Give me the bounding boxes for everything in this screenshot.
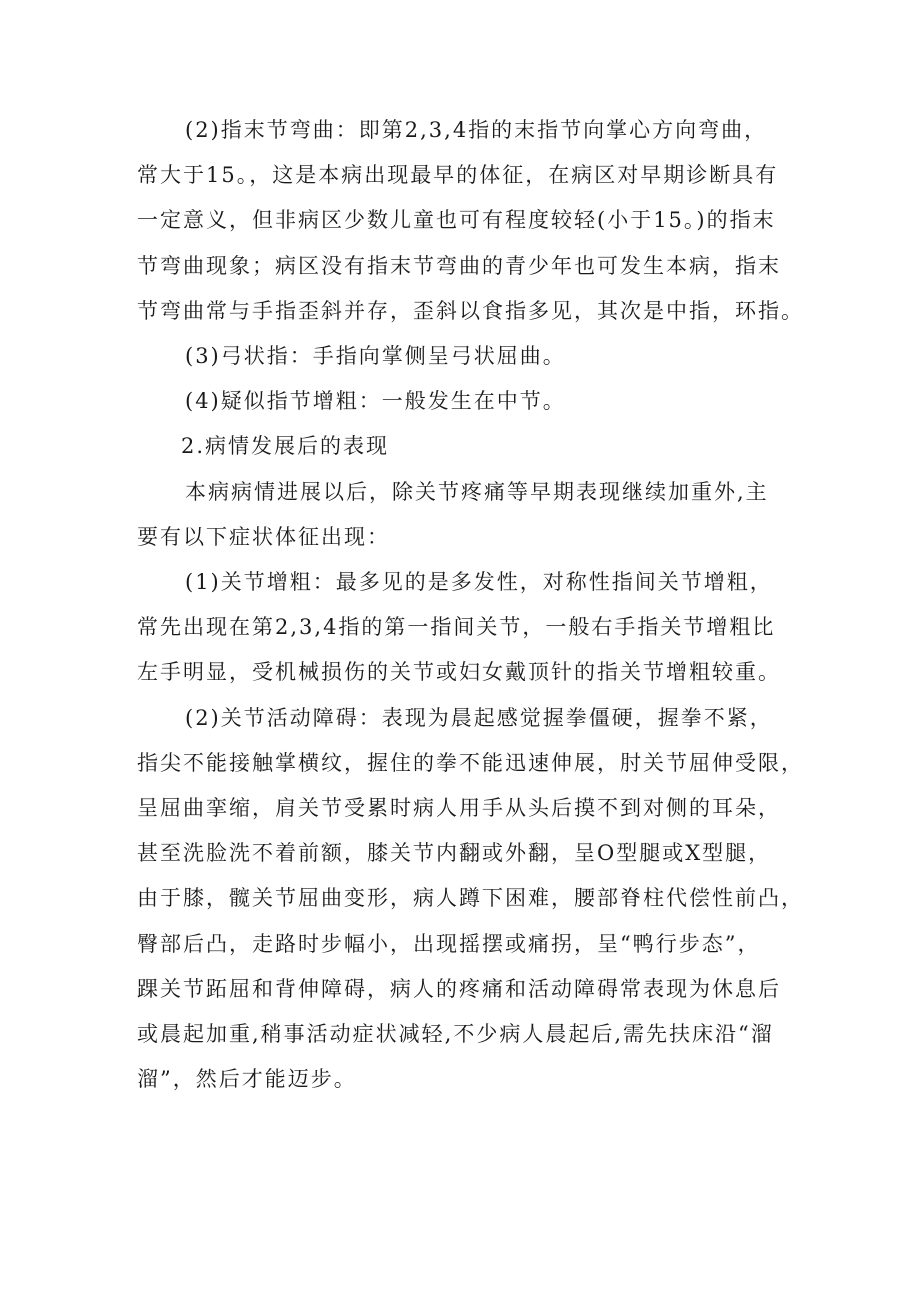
text-line: 由于膝，髋关节屈曲变形，病人蹲下困难，腰部脊柱代偿性前凸， (137, 886, 804, 911)
text-line: 本病病情进展以后，除关节疼痛等早期表现继续加重外,主 (185, 479, 769, 504)
text-line: 一定意义，但非病区少数儿童也可有程度较轻(小于15。)的指末 (137, 208, 776, 233)
paragraph-progression-intro (137, 470, 807, 560)
text-line: (1)关节增粗：最多见的是多发性，对称性指间关节增粗， (185, 570, 773, 595)
text-line: 节弯曲现象；病区没有指末节弯曲的青少年也可发生本病，指末 (137, 253, 781, 278)
text-line: 要有以下症状体征出现： (137, 524, 390, 549)
text-line: (4)疑似指节增粗：一般发生在中节。 (185, 389, 566, 414)
text-line: 溜”，然后才能迈步。 (137, 1067, 357, 1092)
text-line: 或晨起加重,稍事活动症状减轻,不少病人晨起后,需先扶床沿“溜 (137, 1022, 774, 1047)
paragraph-terminal-phalanx-flexion (137, 108, 807, 334)
section-heading-text: 2.病情发展后的表现 (181, 434, 390, 459)
section-heading (137, 424, 807, 469)
text-line: 臀部后凸，走路时步幅小，出现摇摆或痛拐，呈“鸭行步态”， (137, 931, 761, 956)
text-line: (3)弓状指：手指向掌侧呈弓状屈曲。 (185, 344, 566, 369)
text-line: (2)关节活动障碍：表现为晨起感觉握拳僵硬，握拳不紧， (185, 705, 773, 730)
text-line: 踝关节跖屈和背伸障碍，病人的疼痛和活动障碍常表现为休息后 (137, 976, 781, 1001)
paragraph-suspected-knuckle-thickening (137, 379, 807, 424)
paragraph-joint-movement-disorder (137, 696, 807, 1103)
document-body (137, 108, 807, 1102)
text-line: 节弯曲常与手指歪斜并存，歪斜以食指多见，其次是中指，环指。 (137, 298, 804, 323)
text-line: (2)指末节弯曲：即第2,3,4指的末指节向掌心方向弯曲， (185, 118, 768, 142)
text-line: 左手明显，受机械损伤的关节或妇女戴顶针的指关节增粗较重。 (137, 660, 781, 685)
paragraph-bow-finger (137, 334, 807, 379)
text-line: 常大于15。，这是本病出现最早的体征，在病区对早期诊断具有 (137, 163, 779, 188)
text-line: 常先出现在第2,3,4指的第一指间关节，一般右手指关节增粗比 (137, 615, 776, 640)
text-line: 甚至洗脸洗不着前额，膝关节内翻或外翻，呈O型腿或X型腿， (137, 841, 772, 866)
text-line: 呈屈曲挛缩，肩关节受累时病人用手从头后摸不到对侧的耳朵， (137, 796, 781, 821)
paragraph-joint-thickening (137, 560, 807, 696)
text-line: 指尖不能接触掌横纹，握住的拳不能迅速伸展，肘关节屈伸受限， (137, 750, 804, 775)
